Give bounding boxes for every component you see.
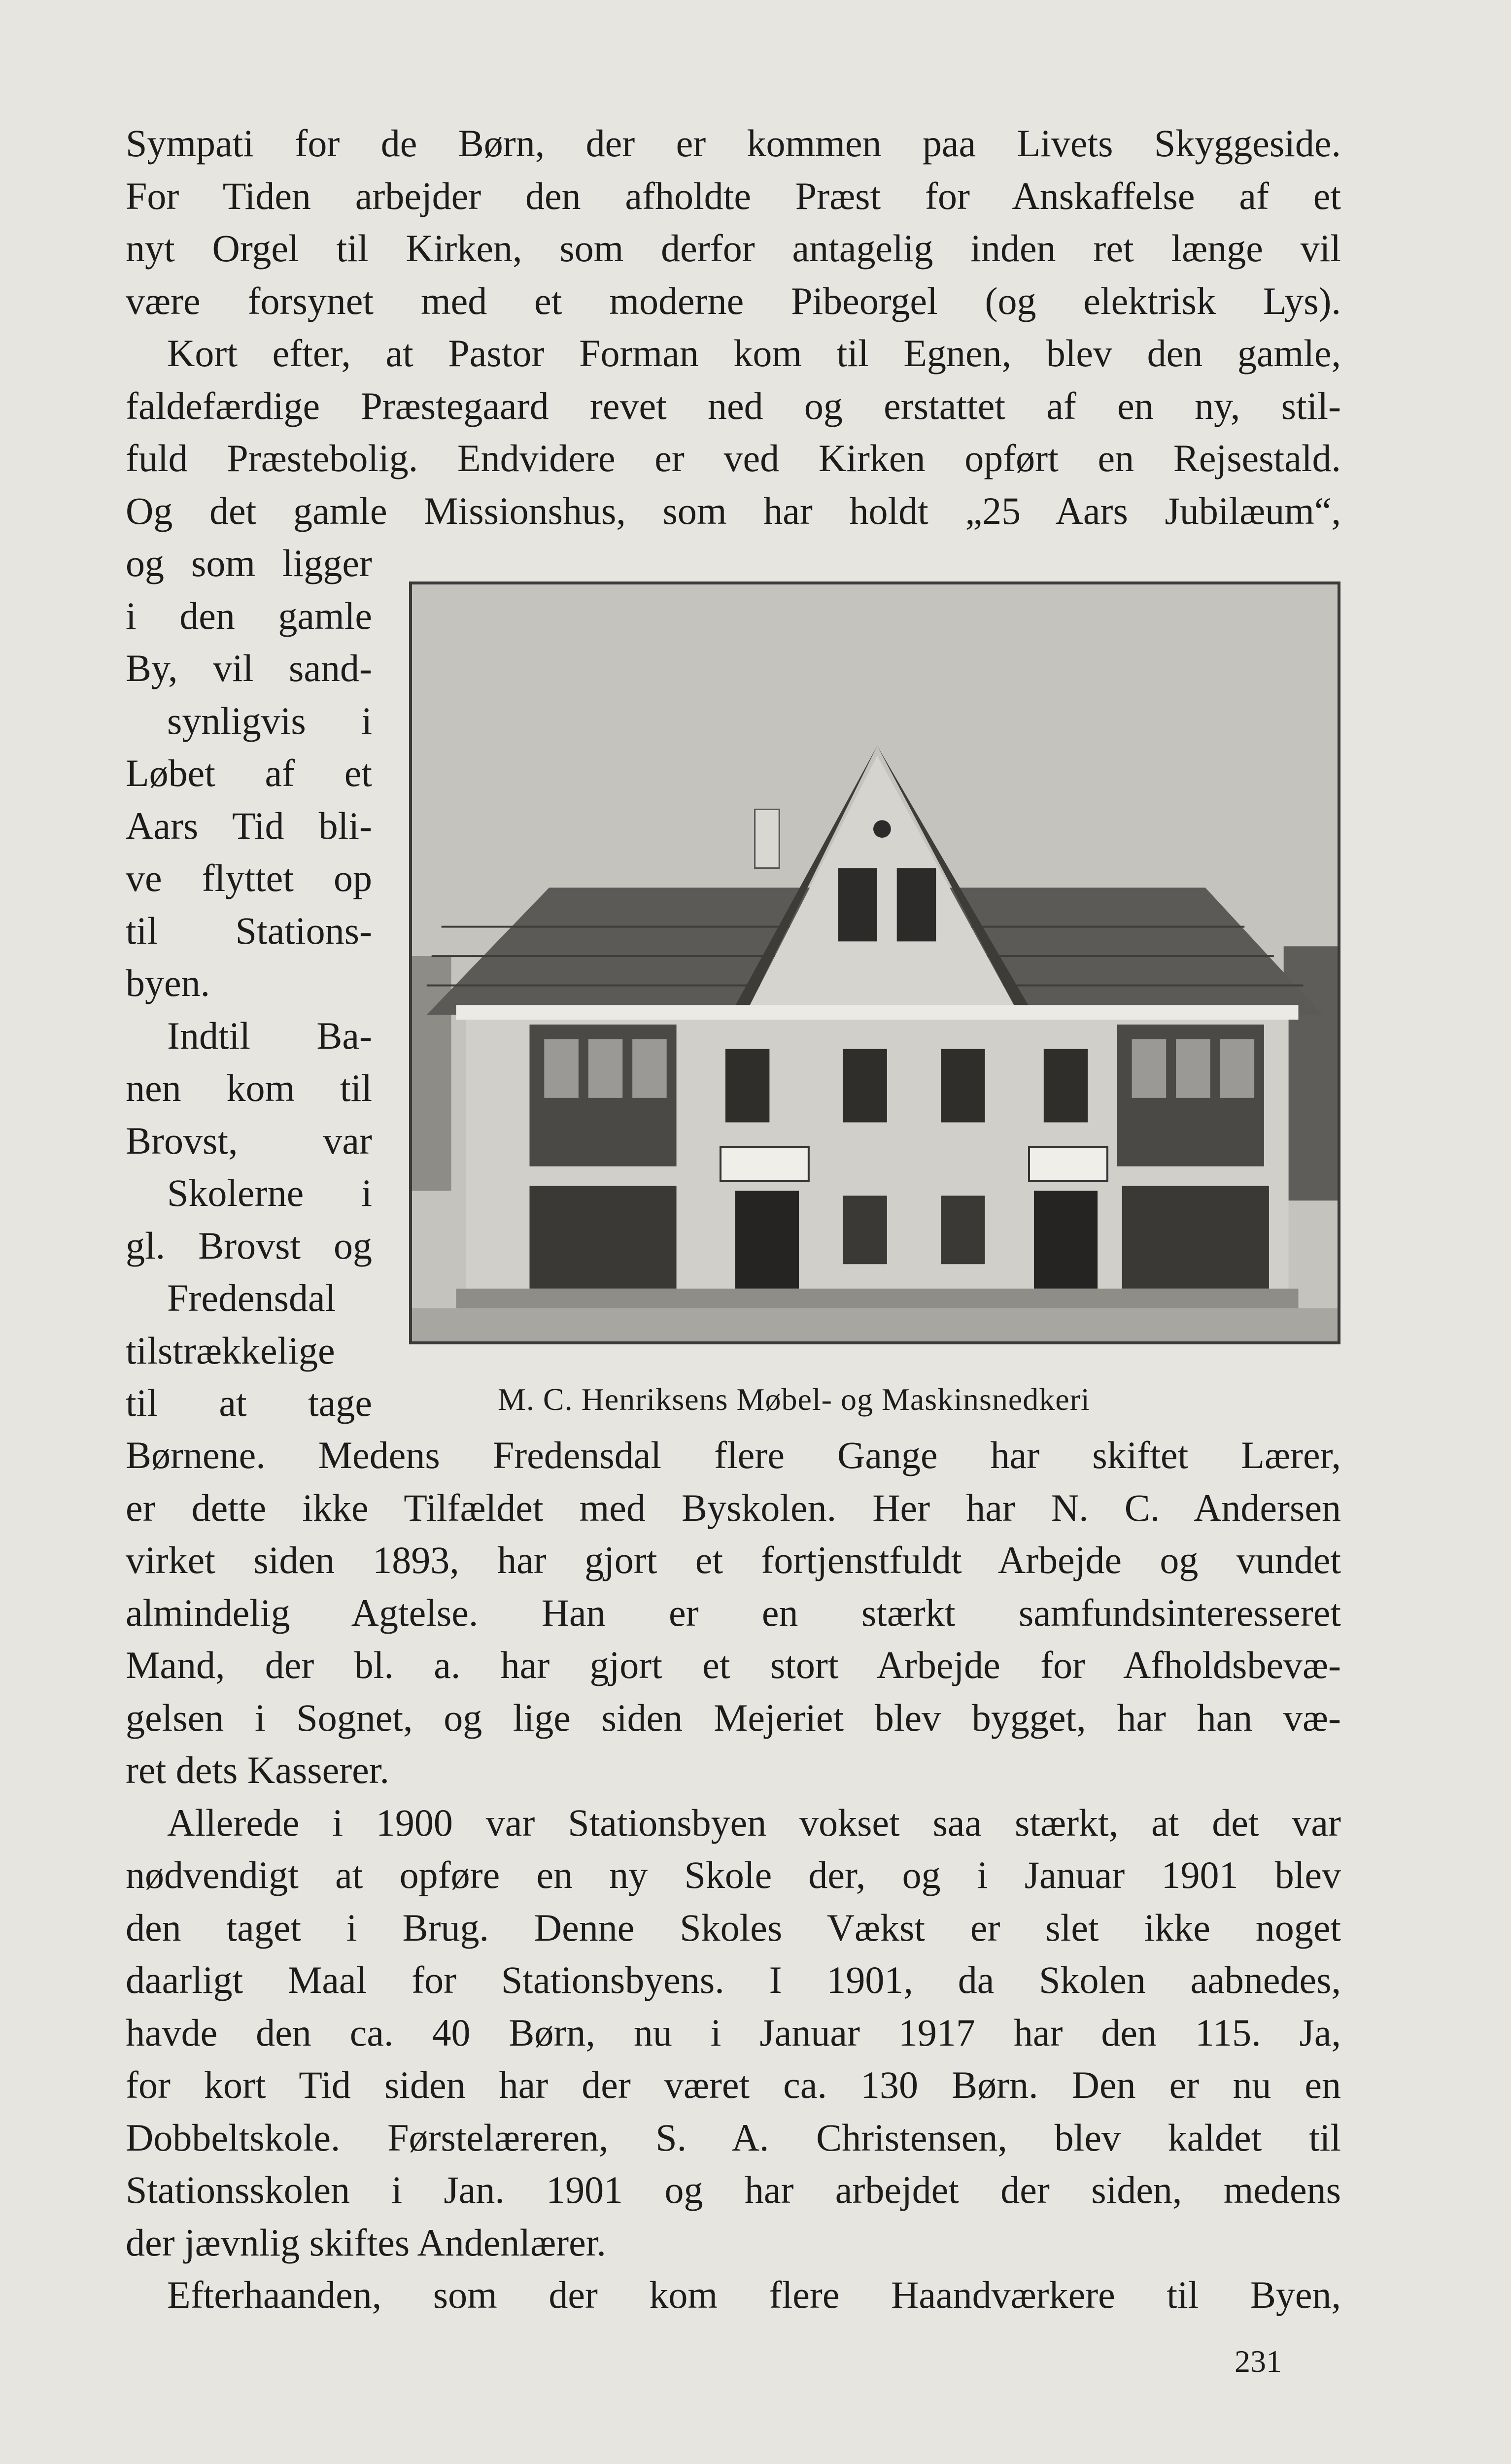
page-number: 231 bbox=[1235, 2344, 1282, 2379]
wrapped-paragraph bbox=[126, 537, 372, 1430]
text-line: By, vil sand- bbox=[126, 647, 372, 689]
text-line: til Stations- bbox=[126, 909, 372, 952]
text-line: er dette ikke Tilfældet med Byskolen. Her har N. C. Andersen bbox=[126, 1486, 1341, 1529]
text-line: For Tiden arbejder den afholdte Præst for Anskaffelse af et bbox=[126, 174, 1341, 217]
text-line: havde den ca. 40 Børn, nu i Januar 1917 har den 115. Ja, bbox=[126, 2011, 1341, 2054]
text-line: Sympati for de Børn, der er kommen paa Livets Skyggeside. bbox=[126, 122, 1341, 165]
building-photograph bbox=[409, 582, 1340, 1344]
text-line: almindelig Agtelse. Han er en stærkt samfundsinteresseret bbox=[126, 1591, 1341, 1634]
text-line: virket siden 1893, har gjort et fortjenstfuldt Arbejde og vundet bbox=[126, 1539, 1341, 1581]
text-line: nødvendigt at opføre en ny Skole der, og i Januar 1901 blev bbox=[126, 1853, 1341, 1896]
text-line: tilstrækkelige bbox=[126, 1329, 335, 1372]
text-line: Fredensdal bbox=[167, 1276, 336, 1319]
text-line: Aars Tid bli- bbox=[126, 804, 372, 847]
text-line: gelsen i Sognet, og lige siden Mejeriet blev bygget, har han væ- bbox=[126, 1696, 1341, 1739]
text-line: fuld Præstebolig. Endvidere er ved Kirken opført en Rejsestald. bbox=[126, 437, 1341, 479]
text-line: og som ligger bbox=[126, 542, 372, 584]
bottom-paragraphs bbox=[126, 1429, 1341, 2322]
text-line: Kort efter, at Pastor Forman kom til Egnen, blev den gamle, bbox=[167, 332, 1341, 375]
text-line: Indtil Ba- bbox=[167, 1014, 372, 1057]
text-line: Allerede i 1900 var Stationsbyen vokset saa stærkt, at det var bbox=[167, 1801, 1341, 1844]
text-line: Skolerne i bbox=[167, 1171, 372, 1214]
text-line: være forsynet med et moderne Pibeorgel (og elektrisk Lys). bbox=[126, 279, 1341, 322]
text-line: Stationsskolen i Jan. 1901 og har arbejdet der siden, medens bbox=[126, 2168, 1341, 2211]
text-line: Løbet af et bbox=[126, 752, 372, 794]
photo-caption: M. C. Henriksens Møbel- og Maskinsnedkeri bbox=[498, 1382, 1090, 1417]
text-line: Brovst, var bbox=[126, 1119, 372, 1162]
text-line: nyt Orgel til Kirken, som derfor antagelig inden ret længe vil bbox=[126, 227, 1341, 270]
text-line: Og det gamle Missionshus, som har holdt „25 Aars Jubilæum“, bbox=[126, 489, 1341, 532]
text-line: ve flyttet op bbox=[126, 856, 372, 899]
text-line: gl. Brovst og bbox=[126, 1224, 372, 1267]
text-line: faldefærdige Præstegaard revet ned og erstattet af en ny, stil- bbox=[126, 384, 1341, 427]
top-paragraphs bbox=[126, 117, 1341, 537]
text-line: til at tage bbox=[126, 1381, 372, 1424]
text-line: synligvis i bbox=[167, 699, 372, 742]
text-line: daarligt Maal for Stationsbyens. I 1901, da Skolen aabnedes, bbox=[126, 1958, 1341, 2001]
text-line: Børnene. Medens Fredensdal flere Gange har skiftet Lærer, bbox=[126, 1434, 1341, 1476]
text-line: for kort Tid siden har der været ca. 130 Børn. Den er nu en bbox=[126, 2063, 1341, 2106]
text-line: der jævnlig skiftes Andenlærer. bbox=[126, 2221, 606, 2264]
text-line: i den gamle bbox=[126, 594, 372, 637]
text-line: byen. bbox=[126, 961, 210, 1004]
text-line: ret dets Kasserer. bbox=[126, 1748, 389, 1791]
text-line: nen kom til bbox=[126, 1066, 372, 1109]
text-line: Mand, der bl. a. har gjort et stort Arbejde for Afholdsbevæ- bbox=[126, 1643, 1341, 1686]
text-line: den taget i Brug. Denne Skoles Vækst er slet ikke noget bbox=[126, 1906, 1341, 1949]
text-line: Dobbeltskole. Førstelæreren, S. A. Christensen, blev kaldet til bbox=[126, 2116, 1341, 2159]
text-line: Efterhaanden, som der kom flere Haandværkere til Byen, bbox=[167, 2273, 1341, 2316]
building-illustration bbox=[412, 584, 1338, 1341]
